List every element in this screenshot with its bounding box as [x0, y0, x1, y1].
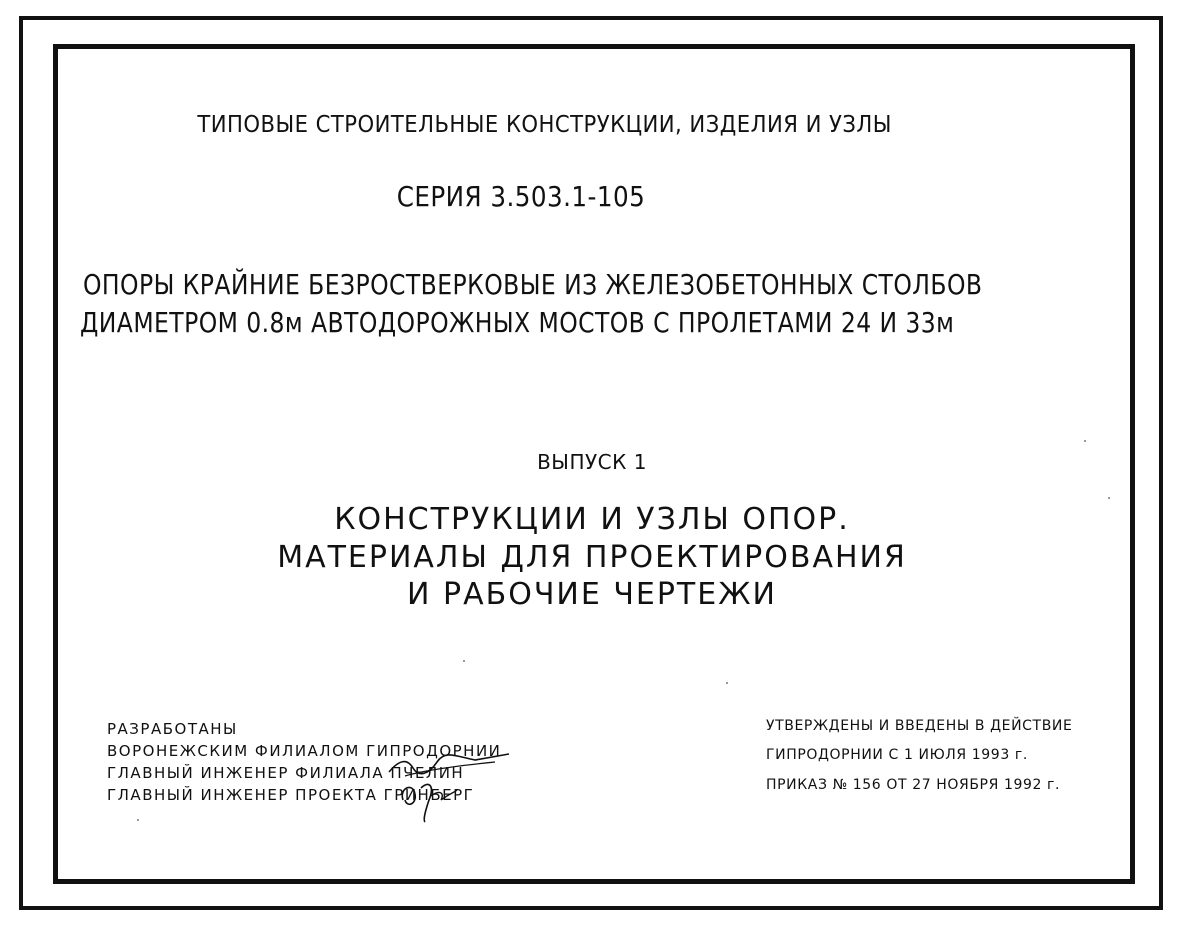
- document-title-line-1: ОПОРЫ КРАЙНИЕ БЕЗРОСТВЕРКОВЫЕ ИЗ ЖЕЛЕЗОБЕТОННЫХ СТОЛБОВ: [83, 268, 983, 301]
- issue-label: ВЫПУСК 1: [537, 450, 647, 474]
- approved-label: УТВЕРЖДЕНЫ И ВВЕДЕНЫ В ДЕЙСТВИЕ: [766, 718, 1073, 734]
- paper-speck: [137, 819, 139, 821]
- chief-engineer-project: ГЛАВНЫЙ ИНЖЕНЕР ПРОЕКТА ГРИНБЕРГ: [107, 786, 475, 804]
- approved-date: ГИПРОДОРНИИ С 1 ИЮЛЯ 1993 г.: [766, 747, 1028, 763]
- document-title-line-2: ДИАМЕТРОМ 0.8м АВТОДОРОЖНЫХ МОСТОВ С ПРОЛЕТАМИ 24 И 33м: [80, 306, 955, 339]
- paper-speck: [1084, 440, 1086, 442]
- paper-speck: [726, 682, 728, 684]
- issue-title-line-1: КОНСТРУКЦИИ И УЗЛЫ ОПОР.: [334, 502, 850, 537]
- series-number: СЕРИЯ 3.503.1-105: [396, 180, 646, 213]
- issue-title-line-2: МАТЕРИАЛЫ ДЛЯ ПРОЕКТИРОВАНИЯ: [277, 540, 907, 575]
- chief-engineer-branch: ГЛАВНЫЙ ИНЖЕНЕР ФИЛИАЛА ПЧЕЛИН: [107, 764, 465, 782]
- issue-title-line-3: И РАБОЧИЕ ЧЕРТЕЖИ: [407, 577, 777, 612]
- approval-order: ПРИКАЗ № 156 ОТ 27 НОЯБРЯ 1992 г.: [766, 777, 1061, 793]
- developed-by-label: РАЗРАБОТАНЫ: [107, 720, 238, 738]
- paper-speck: [1108, 497, 1110, 499]
- paper-speck: [463, 660, 465, 662]
- series-heading: ТИПОВЫЕ СТРОИТЕЛЬНЫЕ КОНСТРУКЦИИ, ИЗДЕЛИЯ И УЗЛЫ: [197, 112, 892, 138]
- developed-by-organization: ВОРОНЕЖСКИМ ФИЛИАЛОМ ГИПРОДОРНИИ: [107, 742, 502, 760]
